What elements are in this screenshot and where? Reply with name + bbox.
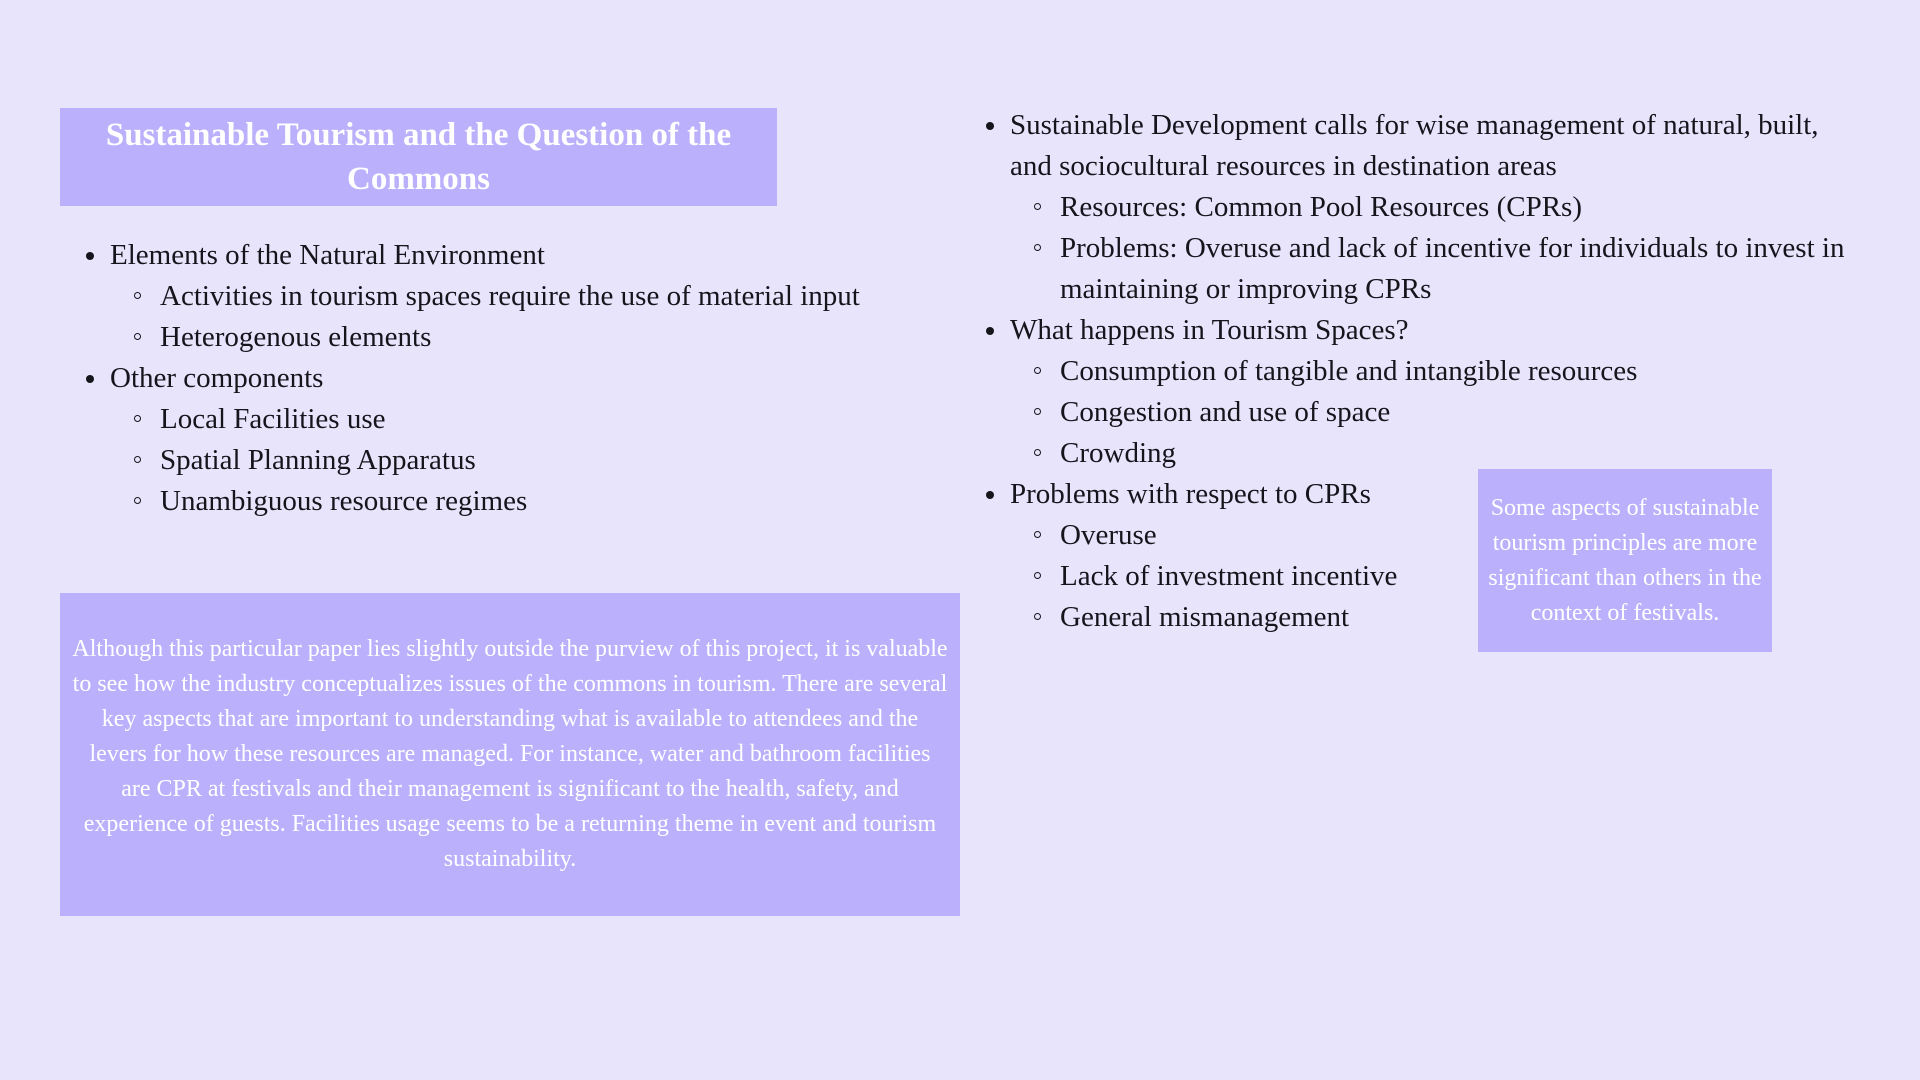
note-text: Although this particular paper lies slightly outside the purview of this project, it is valuable to see how the industry conceptualizes issues of the commons in tourism. There are several key aspects that are important to understanding what is available to attendees and the levers for how these resources are managed. For instance, water and bathroom facilities are CPR at festivals and their management is significant to the health, safety, and experience of guests. Facilities usage seems to be a returning theme in event and tourism sustainability. xyxy=(72,636,948,872)
sub-bullet-item: Activities in tourism spaces require the use of material input xyxy=(60,276,910,317)
sub-bullet-item: Congestion and use of space xyxy=(960,392,1860,433)
left-bullet-list xyxy=(60,235,910,522)
sustainability-aspects-note xyxy=(1478,469,1772,652)
bullet-item: Sustainable Development calls for wise management of natural, built, and sociocultural resources in destination areas xyxy=(960,105,1860,187)
sub-bullet-item: Crowding xyxy=(960,433,1860,474)
sub-bullet-item: Local Facilities use xyxy=(60,399,910,440)
festival-commentary-note xyxy=(60,593,960,916)
sub-bullet-item: Unambiguous resource regimes xyxy=(60,481,910,522)
note-text: Some aspects of sustainable tourism principles are more significant than others in the context of festivals. xyxy=(1488,494,1762,626)
sub-bullet-item: Resources: Common Pool Resources (CPRs) xyxy=(960,187,1860,228)
sub-bullet-item: Problems: Overuse and lack of incentive for individuals to invest in maintaining or improving CPRs xyxy=(960,228,1860,310)
bullet-item: Other components xyxy=(60,358,910,399)
sub-bullet-item: Lack of investment incentive xyxy=(960,556,1860,597)
sub-bullet-item: Overuse xyxy=(960,515,1860,556)
sub-bullet-item: Consumption of tangible and intangible resources xyxy=(960,351,1860,392)
bullet-item: What happens in Tourism Spaces? xyxy=(960,310,1860,351)
slide-title-box xyxy=(60,108,777,206)
sub-bullet-item: Spatial Planning Apparatus xyxy=(60,440,910,481)
bullet-item: Elements of the Natural Environment xyxy=(60,235,910,276)
sub-bullet-item: Heterogenous elements xyxy=(60,317,910,358)
bullet-item: Problems with respect to CPRs xyxy=(960,474,1860,515)
sub-bullet-item: General mismanagement xyxy=(960,597,1860,638)
slide-title: Sustainable Tourism and the Question of the Commons xyxy=(105,117,732,197)
